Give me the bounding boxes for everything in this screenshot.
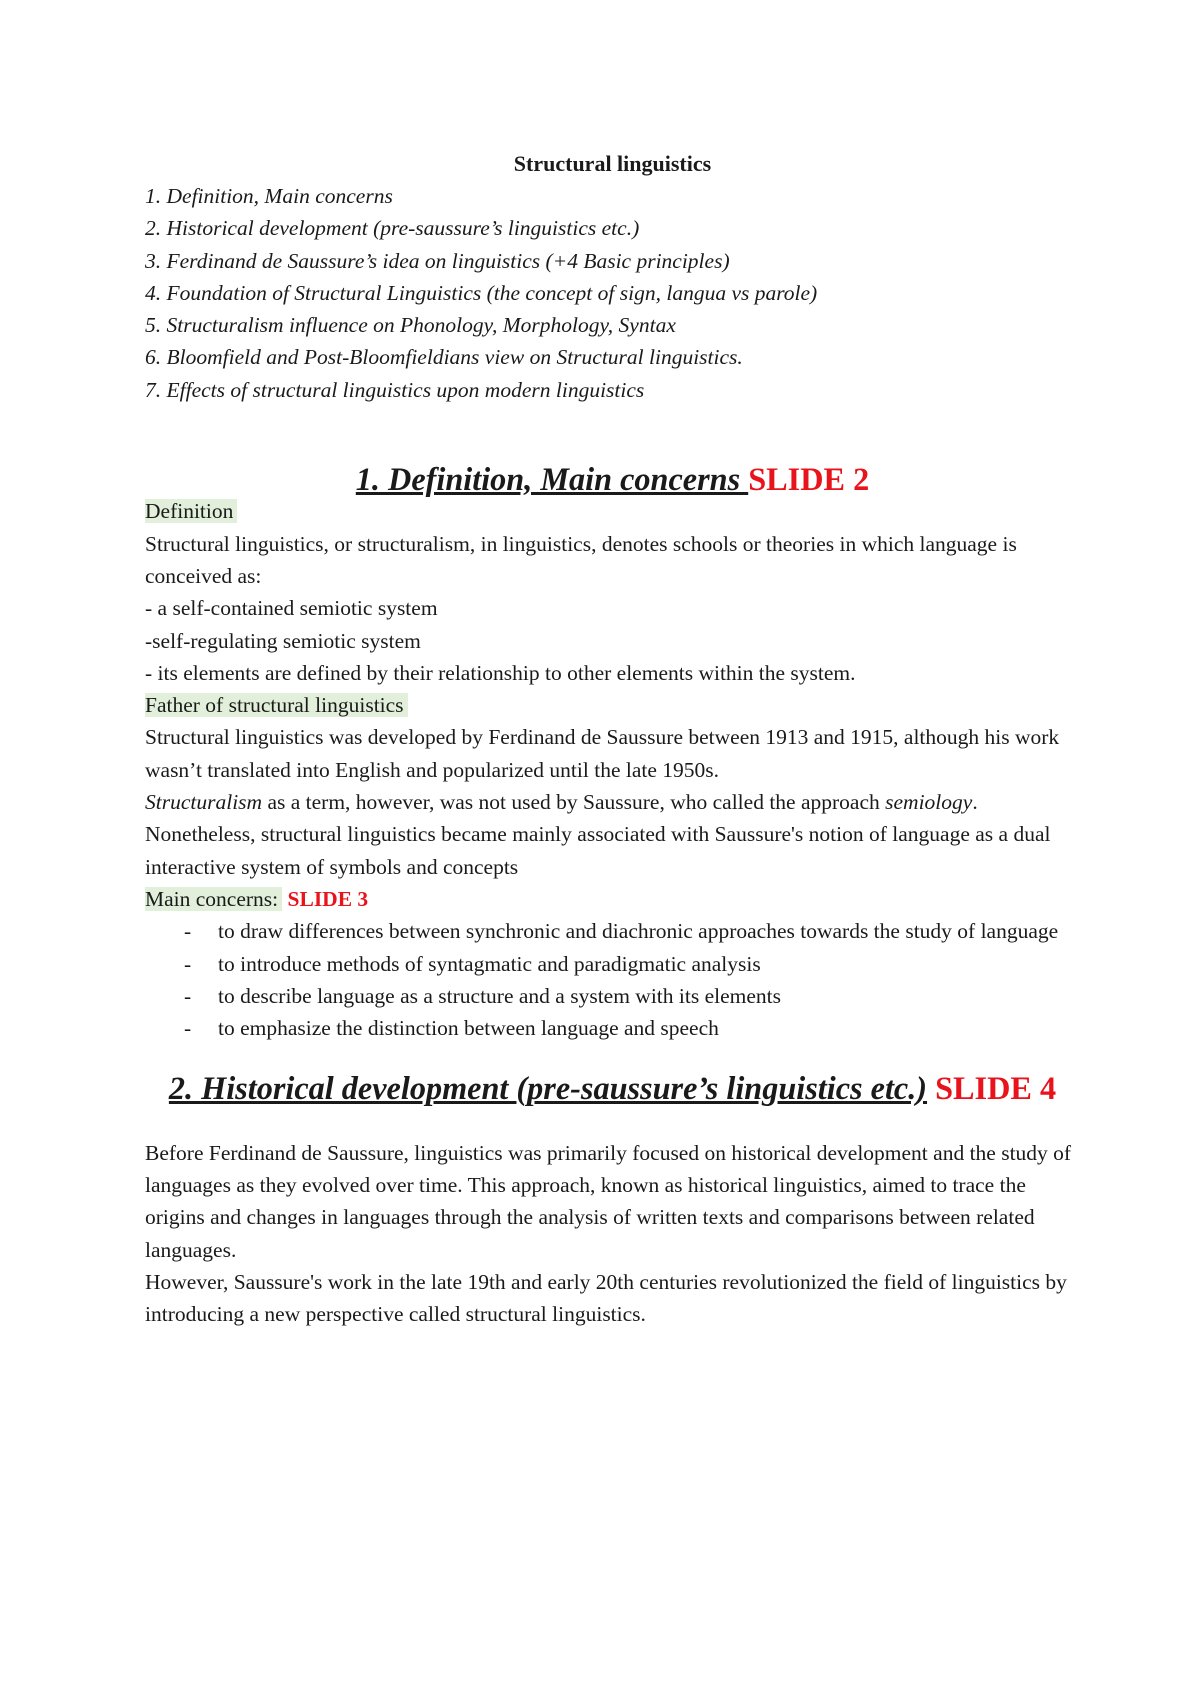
section-2-slide-label: SLIDE 4	[935, 1070, 1057, 1107]
father-block	[145, 689, 1080, 883]
toc-item: 3. Ferdinand de Saussure’s idea on linguistics (+4 Basic principles)	[145, 248, 730, 273]
toc-item: 6. Bloomfield and Post-Bloomfieldians view on Structural linguistics.	[145, 345, 743, 370]
father-label: Father of structural linguistics	[145, 693, 408, 717]
toc-item: 4. Foundation of Structural Linguistics (the concept of sign, langua vs parole)	[145, 280, 818, 305]
section-1-heading	[145, 461, 1080, 498]
spacer	[145, 406, 1080, 463]
definition-point: - a self-contained semiotic system	[145, 596, 438, 621]
history-paragraph: Before Ferdinand de Saussure, linguistics was primarily focused on historical development and the study of languages as they evolved over time. This approach, known as historical linguistics, aimed to trace the origins and changes in languages through the analysis of written texts and comparisons between related languages.	[145, 1140, 1072, 1262]
structuralism-word: Structuralism	[145, 790, 263, 815]
toc-item: 2. Historical development (pre-saussure’s linguistics etc.)	[145, 216, 640, 241]
semiology-word: semiology	[885, 790, 973, 815]
definition-text: Structural linguistics, or structuralism, in linguistics, denotes schools or theories in which language is conceived as:	[145, 531, 1017, 588]
document-title: Structural linguistics	[513, 151, 712, 176]
list-item: - to describe language as a structure and a system with its elements	[184, 983, 782, 1008]
concerns-block	[145, 883, 1080, 1044]
list-item: - to draw differences between synchronic and diachronic approaches towards the study of language	[184, 919, 1059, 944]
definition-label: Definition	[145, 499, 237, 523]
spacer	[145, 1105, 1080, 1137]
toc-item: 1. Definition, Main concerns	[145, 184, 393, 208]
section-1-heading-text: 1. Definition, Main concerns	[355, 461, 749, 498]
section-2-heading	[145, 1070, 1080, 1107]
history-paragraph: However, Saussure's work in the late 19th and early 20th centuries revolutionized the field of linguistics by introducing a new perspective called structural linguistics.	[145, 1269, 1067, 1327]
section-1-slide-label: SLIDE 2	[748, 461, 870, 498]
structuralism-text: Structuralism as a term, however, was not used by Saussure, who called the approach semiology.	[145, 790, 978, 815]
concerns-list	[145, 915, 1080, 1044]
nonetheless-text: Nonetheless, structural linguistics became mainly associated with Saussure's notion of language as a dual interactive system of symbols and concepts	[145, 822, 1051, 879]
section-2-heading-text: 2. Historical development (pre-saussure’s linguistics etc.)	[168, 1070, 928, 1107]
concerns-label: Main concerns:	[145, 887, 282, 911]
definition-point: -self-regulating semiotic system	[145, 628, 421, 653]
list-item: - to introduce methods of syntagmatic and paradigmatic analysis	[184, 951, 761, 976]
toc-item: 7. Effects of structural linguistics upon modern linguistics	[145, 377, 645, 402]
definition-block	[145, 495, 1080, 689]
toc-item: 5. Structuralism influence on Phonology, Morphology, Syntax	[145, 313, 676, 338]
concerns-slide-label: SLIDE 3	[287, 886, 369, 911]
spacer	[145, 1044, 1080, 1072]
definition-point: - its elements are defined by their relationship to other elements within the system.	[145, 660, 856, 685]
list-item: - to emphasize the distinction between language and speech	[184, 1016, 719, 1041]
table-of-contents	[145, 180, 1080, 406]
father-text: Structural linguistics was developed by Ferdinand de Saussure between 1913 and 1915, although his work wasn’t translated into English and popularized until the late 1950s.	[145, 725, 1060, 782]
